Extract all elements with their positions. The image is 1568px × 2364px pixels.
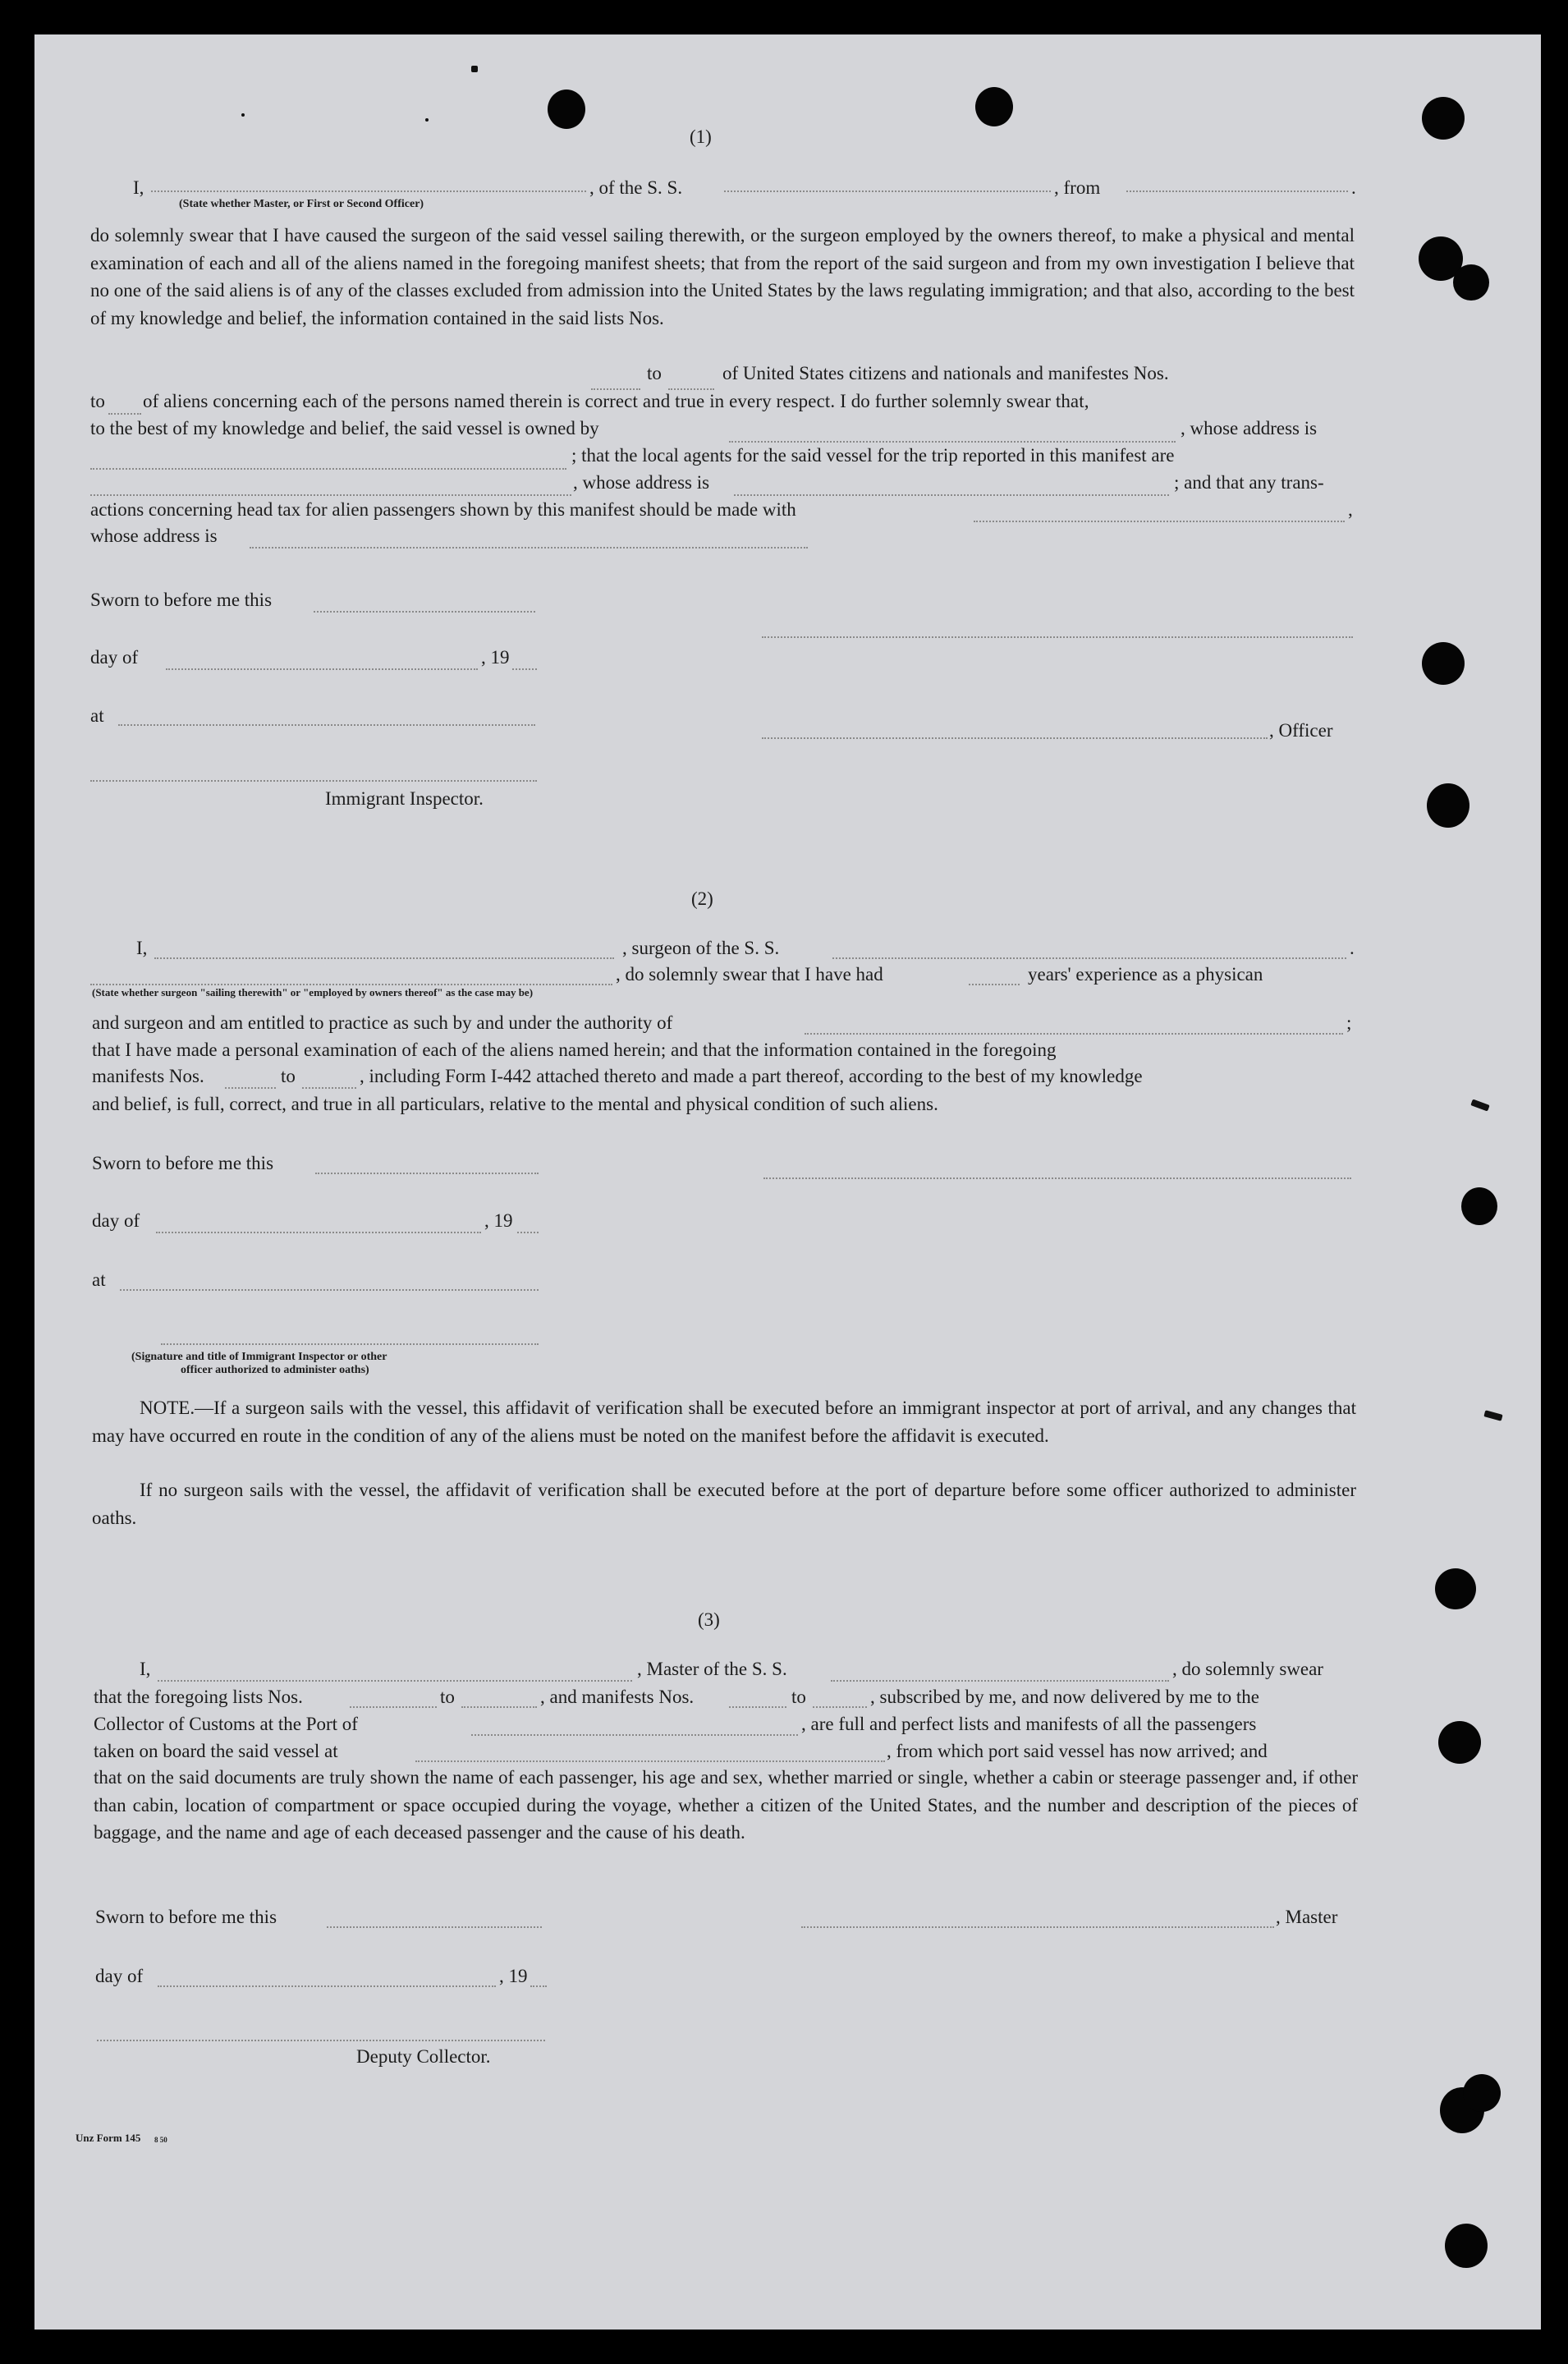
label: . bbox=[1351, 177, 1356, 198]
note-paragraph-2: If no surgeon sails with the vessel, the affidavit of verification shall be executed before at the port of departure before some officer authorized to administer oaths. bbox=[92, 1480, 1356, 1528]
label: , are full and perfect lists and manifests of all the passengers bbox=[801, 1714, 1257, 1734]
label: , 19 bbox=[484, 1210, 513, 1231]
label: that the foregoing lists Nos. bbox=[94, 1687, 303, 1707]
label: ; bbox=[1346, 1012, 1352, 1033]
label: , and manifests Nos. bbox=[540, 1687, 695, 1707]
sig-note-line-1: (Signature and title of Immigrant Inspector or other bbox=[131, 1351, 387, 1363]
punch-hole bbox=[1445, 2224, 1488, 2268]
label: to bbox=[440, 1687, 455, 1707]
label: ; that the local agents for the said vessel for the trip reported in this manifest are bbox=[571, 445, 1175, 466]
label: , of the S. S. bbox=[589, 177, 683, 198]
mark bbox=[471, 66, 478, 72]
day-of-field[interactable] bbox=[166, 668, 478, 670]
label: and belief, is full, correct, and true in all particulars, relative to the mental and physical condition of such aliens. bbox=[92, 1094, 938, 1114]
label: at bbox=[90, 705, 104, 726]
label: Collector of Customs at the Port of bbox=[94, 1714, 358, 1734]
s3-vessel-field[interactable] bbox=[831, 1680, 1169, 1682]
label: , from bbox=[1054, 177, 1101, 198]
vessel-name-field[interactable] bbox=[724, 190, 1051, 192]
signature-field[interactable] bbox=[762, 636, 1353, 638]
officer-note: (State whether Master, or First or Second Officer) bbox=[179, 198, 424, 210]
mark bbox=[1483, 1410, 1502, 1421]
s2-sworn-field[interactable] bbox=[315, 1173, 539, 1174]
headtax-field[interactable] bbox=[974, 521, 1345, 522]
label: day of bbox=[90, 647, 139, 668]
label: Deputy Collector. bbox=[356, 2046, 491, 2067]
label: day of bbox=[95, 1966, 144, 1986]
label: , Master bbox=[1276, 1907, 1338, 1927]
s3-lists-from-field[interactable] bbox=[350, 1706, 437, 1708]
section-1-number: (1) bbox=[690, 126, 712, 147]
label: to bbox=[647, 363, 662, 383]
label: of aliens concerning each of the persons named therein is correct and true in every respect. I do further solemnly swear that, bbox=[143, 391, 1089, 411]
punch-hole bbox=[1422, 642, 1465, 685]
label: , do solemnly swear bbox=[1172, 1659, 1323, 1679]
label: at bbox=[92, 1269, 106, 1290]
label: to bbox=[90, 391, 105, 411]
s2-manifest-from-field[interactable] bbox=[225, 1087, 276, 1089]
mark bbox=[241, 113, 245, 117]
label: , 19 bbox=[499, 1966, 528, 1986]
punch-hole bbox=[1435, 1568, 1476, 1609]
form-page bbox=[34, 34, 1541, 2330]
punch-hole bbox=[1427, 783, 1469, 828]
surgeon-note: (State whether surgeon "sailing therewith" or "employed by owners thereof" as the case may be) bbox=[92, 986, 534, 998]
s2-vessel-field[interactable] bbox=[832, 957, 1346, 959]
label: whose address is bbox=[90, 526, 218, 546]
inspector-sig-field[interactable] bbox=[90, 780, 537, 782]
section-3-number: (3) bbox=[698, 1609, 720, 1630]
label: and surgeon and am entitled to practice as such by and under the authority of bbox=[92, 1012, 673, 1033]
punch-hole bbox=[548, 90, 585, 129]
master-sig-field[interactable] bbox=[801, 1926, 1274, 1928]
label: Immigrant Inspector. bbox=[325, 788, 484, 809]
master-name-field[interactable] bbox=[158, 1680, 632, 1682]
label: taken on board the said vessel at bbox=[94, 1741, 338, 1761]
s3-lists-to-field[interactable] bbox=[461, 1706, 537, 1708]
label: I, bbox=[140, 1659, 151, 1679]
sworn-date-field[interactable] bbox=[314, 611, 535, 613]
label: , surgeon of the S. S. bbox=[622, 938, 780, 958]
years-field[interactable] bbox=[969, 984, 1020, 985]
label: , do solemnly swear that I have had bbox=[616, 964, 883, 985]
punch-hole bbox=[1463, 2074, 1501, 2112]
surgeon-name-field[interactable] bbox=[154, 957, 614, 959]
s2-year-field[interactable] bbox=[517, 1232, 539, 1233]
s2-day-field[interactable] bbox=[156, 1232, 481, 1233]
mark bbox=[425, 118, 429, 122]
form-code: 8 50 bbox=[154, 2136, 167, 2144]
section-2-number: (2) bbox=[691, 888, 713, 909]
label: , Master of the S. S. bbox=[637, 1659, 787, 1679]
label: , including Form I-442 attached thereto and made a part thereof, according to the best of my knowledge bbox=[360, 1066, 1143, 1086]
owner-address-field[interactable] bbox=[90, 468, 566, 470]
label: I, bbox=[136, 938, 148, 958]
label: actions concerning head tax for alien passengers shown by this manifest should be made with bbox=[90, 499, 796, 520]
label: ; and that any trans- bbox=[1174, 472, 1324, 493]
label: of United States citizens and nationals and manifestes Nos. bbox=[722, 363, 1169, 383]
headtax-address-field[interactable] bbox=[250, 547, 808, 549]
label: to bbox=[281, 1066, 296, 1086]
s2-inspector-sig-field[interactable] bbox=[161, 1343, 539, 1345]
port-field[interactable] bbox=[471, 1734, 798, 1736]
label: Sworn to before me this bbox=[90, 590, 273, 610]
form-number: Unz Form 145 bbox=[76, 2132, 141, 2144]
label: , from which port said vessel has now arrived; and bbox=[887, 1741, 1268, 1761]
mark bbox=[1470, 1099, 1489, 1111]
label: to the best of my knowledge and belief, the said vessel is owned by bbox=[90, 418, 599, 438]
s3-year-field[interactable] bbox=[530, 1985, 547, 1987]
label: Sworn to before me this bbox=[95, 1907, 277, 1927]
departure-port-field[interactable] bbox=[1126, 190, 1348, 192]
at-field[interactable] bbox=[118, 724, 535, 726]
authority-field[interactable] bbox=[805, 1033, 1343, 1035]
label: manifests Nos. bbox=[92, 1066, 204, 1086]
label: , whose address is bbox=[573, 472, 710, 493]
punch-hole bbox=[1422, 97, 1465, 140]
officer-sig-field[interactable] bbox=[762, 737, 1268, 739]
label: years' experience as a physican bbox=[1028, 964, 1263, 985]
punch-hole bbox=[1461, 1187, 1497, 1225]
s2-signature-field[interactable] bbox=[763, 1177, 1351, 1179]
punch-hole bbox=[1453, 264, 1489, 301]
agents-address-field[interactable] bbox=[734, 494, 1169, 496]
label: day of bbox=[92, 1210, 140, 1231]
label: , bbox=[1348, 499, 1353, 520]
note-paragraph-1: NOTE.—If a surgeon sails with the vessel, this affidavit of verification shall be executed before an immigrant inspector at port of arrival, and any changes that may have occurred en route in the condition of any of the aliens must be noted on the manifest before the affidavit is executed. bbox=[92, 1398, 1356, 1446]
label: , 19 bbox=[481, 647, 510, 668]
s2-at-field[interactable] bbox=[120, 1289, 539, 1291]
s3-manifests-to-field[interactable] bbox=[813, 1706, 867, 1708]
label: , subscribed by me, and now delivered by me to the bbox=[870, 1687, 1259, 1707]
label: I, bbox=[133, 177, 144, 198]
label: , Officer bbox=[1269, 720, 1333, 741]
s3-manifests-from-field[interactable] bbox=[729, 1706, 786, 1708]
section-1-body: do solemnly swear that I have caused the surgeon of the said vessel sailing therewith, or the surgeon employed by the owners thereof, to make a physical and mental examination of each and all of the aliens named in the foregoing manifest sheets; that from the report of the said surgeon and from my own investigation I believe that no one of the said aliens is of any of the classes excluded from admission into the United States by the laws regulating immigration; and that also, according to the best of my knowledge and belief, the information contained in the said lists Nos. bbox=[90, 225, 1355, 328]
s3-sworn-field[interactable] bbox=[327, 1926, 542, 1928]
label: , whose address is bbox=[1181, 418, 1318, 438]
sig-note-line-2: officer authorized to administer oaths) bbox=[181, 1364, 369, 1376]
label: . bbox=[1350, 938, 1355, 958]
punch-hole bbox=[1438, 1721, 1481, 1764]
punch-hole bbox=[975, 87, 1013, 126]
label: that I have made a personal examination of each of the aliens named herein; and that the information contained in the foregoing bbox=[92, 1040, 1057, 1060]
deputy-sig-field[interactable] bbox=[97, 2040, 545, 2041]
label: to bbox=[791, 1687, 806, 1707]
taken-at-field[interactable] bbox=[415, 1760, 885, 1762]
section-3-body: that on the said documents are truly shown the name of each passenger, his age and sex, whether married or single, whether a cabin or steerage passenger and, if other than cabin, location of compartment or space occupied during the voyage, whether a citizen of the United States, and the number and description of the pieces of baggage, and the name and age of each deceased passenger and the cause of his death. bbox=[94, 1767, 1358, 1843]
year-field[interactable] bbox=[512, 668, 537, 670]
s2-manifest-to-field[interactable] bbox=[302, 1087, 356, 1089]
s3-day-field[interactable] bbox=[158, 1985, 496, 1987]
officer-name-field[interactable] bbox=[151, 190, 586, 192]
label: Sworn to before me this bbox=[92, 1153, 274, 1173]
